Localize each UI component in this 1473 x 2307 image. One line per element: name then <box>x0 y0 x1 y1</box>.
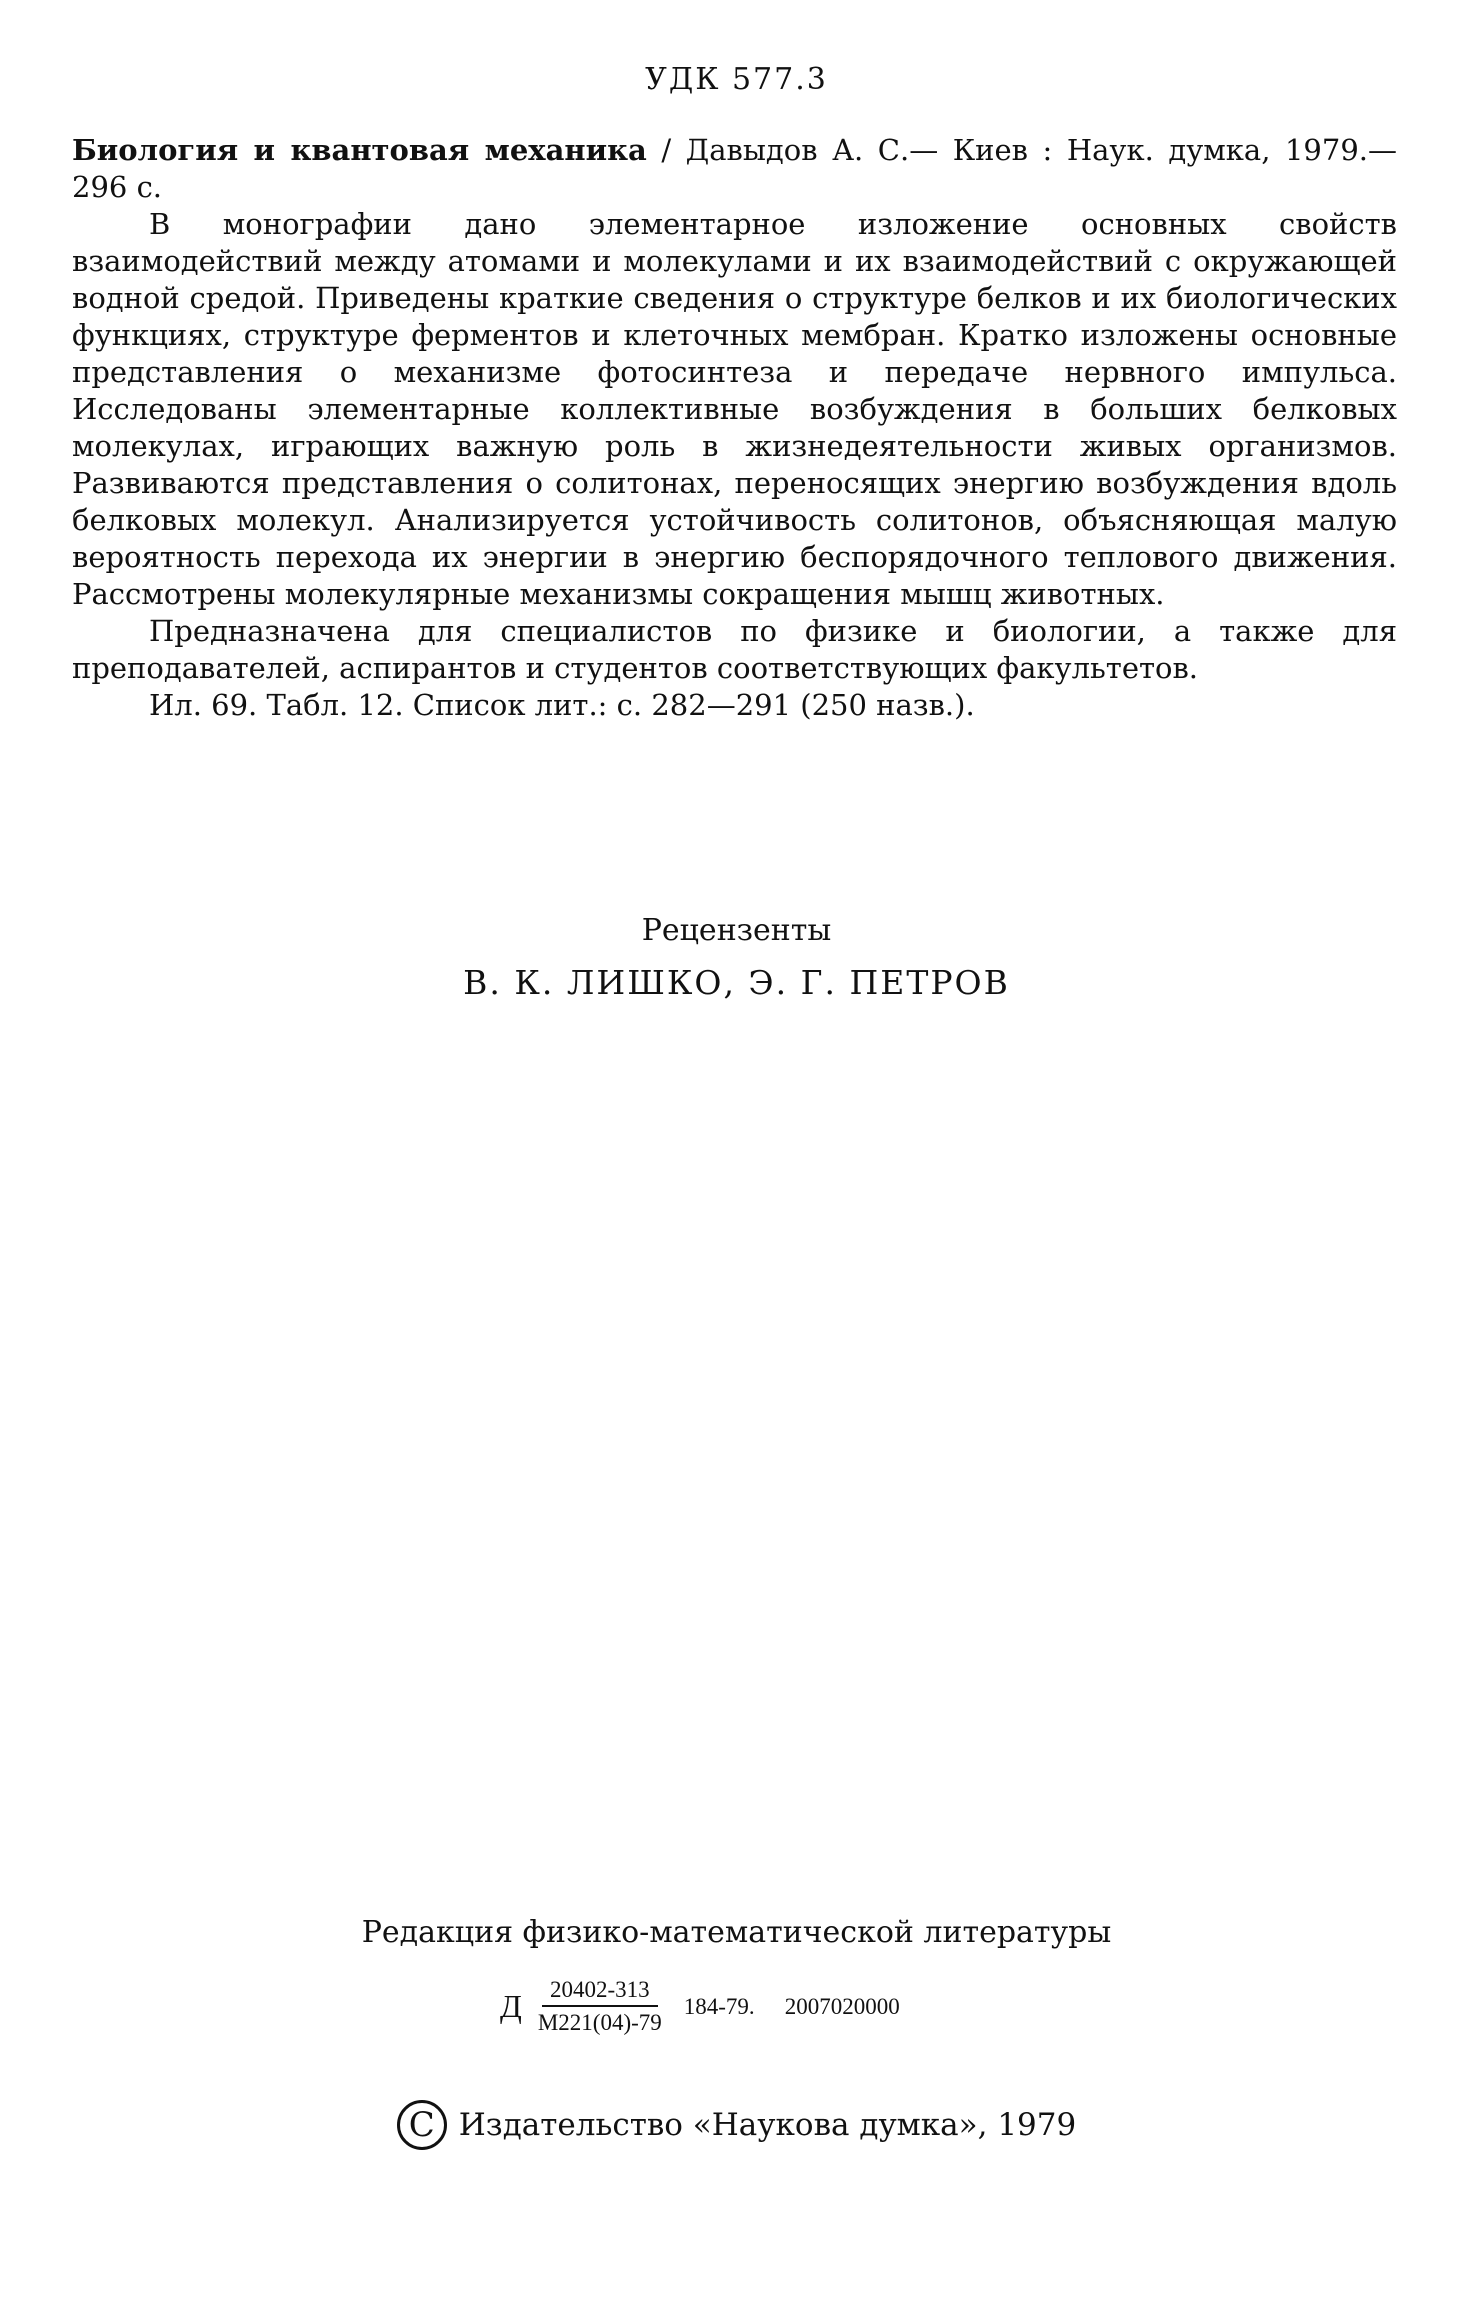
code-number: 184-79. <box>683 1993 755 2019</box>
bibliographic-entry <box>72 132 1397 206</box>
copyright-line <box>0 2100 1473 2150</box>
publication-code <box>500 1977 900 2036</box>
reviewers-names: В. К. ЛИШКО, Э. Г. ПЕТРОВ <box>463 963 1010 1002</box>
book-title: Биология и квантовая механика <box>72 133 647 167</box>
code-numerator: 20402-313 <box>542 1977 658 2007</box>
code-fraction <box>538 1977 662 2036</box>
reviewers-label: Рецензенты <box>641 913 832 948</box>
copyright-icon: C <box>397 2100 447 2150</box>
code-index: 2007020000 <box>784 1993 900 2019</box>
code-denominator: М221(04)-79 <box>537 2010 662 2035</box>
annotation-block <box>72 132 1397 724</box>
annotation-paragraph-2: Предназначена для специалистов по физике и биологии, а также для преподавателей, аспирантов и студентов соответствующих факультетов. <box>72 614 1397 685</box>
code-letter: Д <box>500 1988 522 2024</box>
annotation-paragraph-1: В монографии дано элементарное изложение основных свойств взаимодействий между атомами и молекулами и их взаимодействий с окружающей водной средой. Приведены краткие сведения о структуре белков и их биологических функциях, структуре ферментов и клеточных мембран. Кратко изложены основные представления о механизме фотосинтеза и передаче нервного импульса. Исследованы элементарные коллективные возбуждения в больших белковых молекулах, играющих важную роль в жизнедеятельности живых организмов. Развиваются представления о солитонах, переносящих энергию возбуждения вдоль белковых молекул. Анализируется устойчивость солитонов, объясняющая малую вероятность перехода их энергии в энергию беспорядочного теплового движения. Рассмотрены молекулярные механизмы сокращения мышц животных. <box>72 207 1397 611</box>
copyright-text: Издательство «Наукова думка», 1979 <box>458 2107 1077 2143</box>
annotation-paragraph-3: Ил. 69. Табл. 12. Список лит.: с. 282—291 (250 назв.). <box>149 688 975 722</box>
editorial-office: Редакция физико-математической литературы <box>361 1915 1112 1950</box>
udk-code: УДК 577.3 <box>645 62 828 97</box>
bibliographic-details: / Давыдов А. С.— Киев : Наук. думка, 1979.— 296 с. <box>72 133 1397 204</box>
